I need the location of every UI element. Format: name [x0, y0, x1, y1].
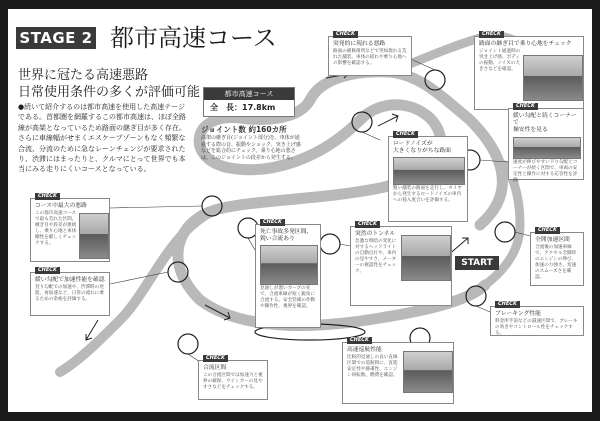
check-tag: CHECK [333, 31, 358, 38]
joint-description: 高架の継ぎ目(ジョイント部分)を、車体が通過する際の音、振動やショック、突き上げ感などを総合的にチェック。乗り心地の悪さは、このジョイントの段差から発生する。 [201, 135, 301, 161]
check-body: 路面の補修箇所などで突如現れる荒れた舗装。車体の揺れや乗り心地への影響を確認する。 [333, 49, 407, 67]
course-title: 都市高速コース [204, 88, 294, 100]
check-tag: CHECK [35, 193, 60, 200]
check-incline-accel [30, 267, 110, 316]
check-title: 突発的に現れる悪路 [333, 41, 386, 47]
check-photo [523, 55, 583, 101]
stage-badge: STAGE 2 [16, 27, 96, 49]
check-body: この都市高速コースで最も荒れた区間。継ぎ目や段差が連続し、乗り心地と車体剛性を厳しくチェックする。 [35, 211, 77, 247]
check-tag: CHECK [535, 227, 560, 234]
heading-line-1: 世界に冠たる高速悪路 [18, 68, 149, 83]
check-title: 緩い勾配と続くコーナーで 操安性を見る [513, 113, 577, 134]
check-tag: CHECK [479, 31, 504, 38]
callout-line [362, 132, 380, 140]
check-photo [260, 245, 318, 285]
page-title: 都市高速コース [110, 24, 277, 52]
check-rough-road [328, 31, 412, 76]
check-title: コース中最大の悪路 [35, 203, 87, 209]
callout-line [110, 206, 202, 208]
check-road-noise [388, 131, 468, 222]
check-merge-accident [255, 219, 321, 328]
checkpoint-marker [320, 234, 340, 254]
section-heading [18, 67, 200, 101]
check-body: この合流区間では加速力と視界の確保、ウインカーの見やすさなどをチェックする。 [203, 373, 263, 391]
joint-info [201, 125, 301, 161]
check-title: ロードノイズが 大きくなりがちな路面 [393, 141, 451, 155]
check-photo [393, 157, 465, 185]
heading-line-2: 日常使用条件の多くが評価可能 [18, 85, 201, 100]
callout-line [248, 238, 255, 250]
check-photo [403, 351, 453, 393]
check-body: 登り勾配での加速や、渋滞時の発進、再加速など、日常の流れに乗るための余裕を評価する。 [35, 285, 104, 303]
check-tag: CHECK [513, 103, 538, 110]
check-photo [79, 213, 109, 259]
check-body: 粗い舗装の路面を走行し、タイヤから発生するロードノイズの車内への侵入度合いを評価する。 [393, 186, 462, 204]
start-label: START [455, 256, 499, 270]
course-info-box [203, 87, 295, 117]
check-body: 合流後の加速車線で、アクセル全開時のエンジンの伸び、加速の力強さ、変速のスムーズさを確認。 [535, 245, 577, 281]
course-length: 全 長：17.8km [210, 103, 276, 112]
check-title: 死亡事故多発区間、 鋭い合流あり [260, 229, 313, 243]
check-body: 料金所手前などの減速区間で、ブレーキの効きやコントロール性をチェックする。 [495, 319, 578, 337]
checkpoint-marker [495, 222, 515, 242]
check-tag: CHECK [260, 219, 285, 226]
check-braking [490, 301, 584, 337]
check-body: 見通しが悪いカーブの先で、合流車線が短く鋭角に合流する。安全装備の作動や操作性、視界を確認。 [260, 286, 316, 310]
direction-arrow-2 [378, 114, 398, 126]
check-title: 高速巡航性能 [347, 347, 382, 353]
check-highway-cruise [342, 337, 454, 404]
check-title: 突然のトンネル [355, 231, 396, 237]
check-title: 全開加速区間 [535, 237, 570, 243]
check-tag: CHECK [203, 355, 228, 362]
check-body: ジョイント通過時の突き上げ感、ボディの振動、ノイズの大きさなどを確認。 [479, 49, 521, 73]
check-tag: CHECK [393, 131, 418, 138]
check-tag: CHECK [35, 267, 60, 274]
check-photo [401, 235, 451, 281]
joint-title: ジョイント数 約160カ所 [201, 125, 287, 134]
check-title: ブレーキング性能 [495, 311, 541, 317]
callout-line [110, 272, 168, 284]
check-body: 速度が伸びやすい下り勾配とコーナーが続く区間で、車両の安定性と操作に対する応答性を評価。 [513, 159, 578, 183]
check-tunnel [350, 221, 452, 306]
check-title: 路面の継ぎ目で乗り心地をチェック [479, 41, 572, 47]
check-tag: CHECK [347, 337, 372, 344]
checkpoint-marker [178, 334, 198, 354]
check-corners [508, 103, 584, 183]
callout-line [340, 244, 350, 246]
check-worst-road [30, 193, 110, 262]
check-body: 比較的見通しの良い直線区間での巡航時に、直進安定性や静粛性、エンジン回転数、燃費を確認。 [347, 355, 398, 379]
check-tag: CHECK [355, 221, 380, 228]
check-title: 合流区間 [203, 365, 227, 371]
check-title: 緩い勾配で加速性能を確認 [35, 277, 105, 283]
check-merge-section [198, 355, 268, 400]
check-body: 急激な明暗の変化に対するヘッドライトの自動点灯や、車内の見やすさ、メーターの視認性をチェック。 [355, 239, 397, 275]
callout-line [476, 306, 490, 312]
check-photo [513, 137, 581, 159]
intro-paragraph: ●続いて紹介するのは都市高速を使用した高速テージである。首都圏を網羅するこの都市高速は、ほぼ全路線が高架となっているため路面の継ぎ目が多く存在。さらに車線幅がせまくエスケープゾーンもなく頻繁な合流、分流のために急なレーンチェンジが要求されたり、渋滞にはまったりと、クルマにとって世界でも本当にみる走りにくいコースとなっている。 [18, 103, 186, 174]
check-full-accel [530, 227, 584, 286]
check-tag: CHECK [495, 301, 520, 308]
check-joint-ride [474, 31, 584, 110]
